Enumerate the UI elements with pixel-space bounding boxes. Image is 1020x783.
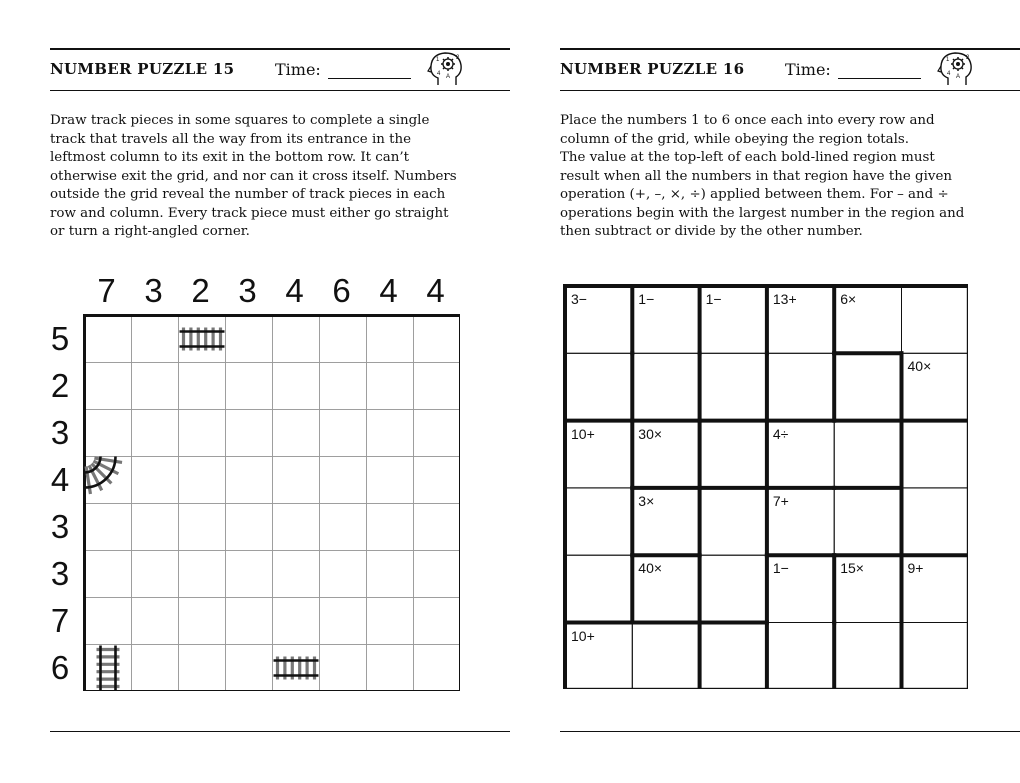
grid-cell[interactable] [273, 598, 320, 645]
cage-clue: 40× [907, 358, 932, 375]
grid-cell[interactable] [132, 363, 179, 410]
grid-cell[interactable] [414, 363, 461, 410]
column-clue: 4 [426, 272, 445, 309]
grid-cell[interactable] [767, 353, 834, 420]
grid-cell[interactable] [834, 488, 901, 555]
row-clue: 5 [50, 320, 70, 357]
grid-cell[interactable] [367, 457, 414, 504]
svg-text:1: 1 [946, 57, 950, 63]
svg-text:2: 2 [966, 55, 970, 61]
calcudoku-grid[interactable] [562, 283, 968, 689]
grid-cell[interactable] [320, 598, 367, 645]
grid-cell[interactable] [902, 623, 969, 690]
grid-cell[interactable] [132, 504, 179, 551]
cage-clue: 30× [638, 425, 663, 442]
grid-cell[interactable] [85, 316, 132, 363]
instruction-line: then subtract or divide by the other number. [560, 224, 863, 239]
grid-cell[interactable] [414, 551, 461, 598]
grid-cell[interactable] [367, 316, 414, 363]
grid-cell[interactable] [367, 598, 414, 645]
instruction-line: The value at the top-left of each bold-lined region must [560, 150, 935, 165]
grid-cell[interactable] [226, 316, 273, 363]
grid-cell[interactable] [565, 353, 632, 420]
grid-cell[interactable] [320, 504, 367, 551]
cage-clue: 6× [840, 291, 857, 307]
grid-cell[interactable] [85, 598, 132, 645]
grid-cell[interactable] [226, 551, 273, 598]
grid-cell[interactable] [414, 598, 461, 645]
right-page [560, 0, 1020, 783]
cage-clue: 7+ [772, 492, 789, 509]
footer-rule [50, 731, 510, 732]
grid-cell[interactable] [320, 363, 367, 410]
grid-cell[interactable] [414, 457, 461, 504]
cage-clue: 3− [571, 291, 587, 307]
left-page [50, 0, 510, 783]
grid-cell[interactable] [132, 316, 179, 363]
grid-cell[interactable] [565, 488, 632, 555]
grid-cell[interactable] [273, 363, 320, 410]
cage-clue: 10+ [571, 425, 595, 442]
grid-cell[interactable] [226, 645, 273, 692]
cage-clue: 1− [638, 291, 655, 307]
instruction-line: track that travels all the way from its entrance in the [50, 131, 412, 147]
cage-clue: 9+ [907, 560, 924, 577]
svg-text:A: A [956, 74, 961, 80]
column-clue: 3 [238, 272, 257, 309]
svg-text:1: 1 [436, 57, 440, 63]
cage-clue: 15× [840, 560, 864, 577]
grid-cell[interactable] [179, 457, 226, 504]
grid-cell[interactable] [273, 645, 320, 692]
instruction-line: otherwise exit the grid, and nor can it cross itself. Numbers [50, 168, 457, 184]
grid-cell[interactable] [226, 410, 273, 457]
grid-cell[interactable] [132, 598, 179, 645]
instruction-line: row and column. Every track piece must either go straight [50, 205, 449, 221]
column-clue: 7 [97, 272, 116, 309]
grid-cell[interactable] [226, 598, 273, 645]
row-clue: 7 [50, 602, 70, 639]
grid-cell[interactable] [85, 645, 132, 692]
grid-cell[interactable] [367, 363, 414, 410]
instruction-line: leftmost column to its exit in the bottom row. It can’t [50, 150, 410, 165]
puzzle-title: NUMBER PUZZLE 16 [560, 60, 745, 78]
time-entry-line[interactable] [838, 78, 921, 79]
track-piece-icon [85, 457, 123, 495]
svg-text:4: 4 [947, 71, 951, 77]
track-puzzle-grid[interactable] [83, 314, 460, 691]
grid-cell[interactable] [367, 645, 414, 692]
grid-cell[interactable] [273, 410, 320, 457]
puzzle-instructions [50, 112, 470, 242]
time-entry-line[interactable] [328, 78, 411, 79]
svg-text:4: 4 [437, 71, 441, 77]
grid-cell[interactable] [902, 286, 969, 353]
instruction-line: Place the numbers 1 to 6 once each into every row and [560, 113, 935, 128]
grid-cell[interactable] [85, 551, 132, 598]
grid-cell[interactable] [414, 410, 461, 457]
row-clue: 2 [50, 367, 70, 404]
grid-cell[interactable] [320, 645, 367, 692]
grid-cell[interactable] [367, 410, 414, 457]
cage-clue: 40× [638, 560, 663, 577]
grid-cell[interactable] [414, 504, 461, 551]
grid-cell[interactable] [179, 551, 226, 598]
grid-cell[interactable] [226, 504, 273, 551]
instruction-line: or turn a right-angled corner. [50, 224, 250, 239]
grid-cell[interactable] [320, 410, 367, 457]
instruction-line: outside the grid reveal the number of track pieces in each [50, 187, 446, 202]
track-piece-icon [274, 657, 319, 680]
cage-clue: 1− [772, 560, 789, 577]
grid-cell[interactable] [320, 551, 367, 598]
grid-cell[interactable] [902, 421, 969, 488]
row-clue: 4 [50, 461, 70, 498]
grid-cell[interactable] [226, 363, 273, 410]
grid-cell[interactable] [132, 645, 179, 692]
instruction-line: operations begin with the largest number in the region and [560, 205, 965, 221]
grid-cell[interactable] [834, 421, 901, 488]
track-piece-icon [180, 328, 225, 351]
grid-cell[interactable] [179, 645, 226, 692]
grid-cell[interactable] [565, 555, 632, 622]
cage-clue: 1− [705, 291, 722, 307]
column-clue: 4 [285, 272, 304, 309]
grid-cell[interactable] [179, 504, 226, 551]
grid-cell[interactable] [132, 410, 179, 457]
grid-cell[interactable] [273, 316, 320, 363]
track-piece-icon [97, 646, 120, 691]
instruction-line: column of the grid, while obeying the region totals. [560, 131, 910, 147]
row-clue: 3 [50, 414, 70, 451]
time-label: Time: [275, 60, 321, 79]
cage-clue: 4÷ [772, 425, 789, 442]
grid-cell[interactable] [320, 457, 367, 504]
grid-cell[interactable] [85, 363, 132, 410]
grid-cell[interactable] [85, 504, 132, 551]
grid-cell[interactable] [179, 363, 226, 410]
puzzle-title: NUMBER PUZZLE 15 [50, 60, 235, 78]
head-gears-icon [426, 49, 466, 89]
cage-clue: 3× [638, 492, 655, 509]
grid-cell[interactable] [632, 353, 699, 420]
grid-cell[interactable] [414, 645, 461, 692]
grid-cell[interactable] [700, 488, 767, 555]
column-clue: 3 [144, 272, 163, 309]
grid-cell[interactable] [273, 457, 320, 504]
svg-text:2: 2 [456, 55, 460, 61]
grid-cell[interactable] [767, 623, 834, 690]
puzzle-instructions [560, 112, 980, 242]
grid-cell[interactable] [179, 410, 226, 457]
cage-clue: 13+ [772, 291, 797, 307]
grid-cell[interactable] [700, 623, 767, 690]
grid-cell[interactable] [414, 316, 461, 363]
grid-cell[interactable] [273, 551, 320, 598]
footer-rule [560, 731, 1020, 732]
time-label: Time: [785, 60, 831, 79]
grid-cell[interactable] [700, 421, 767, 488]
grid-cell[interactable] [226, 457, 273, 504]
instruction-line: result when all the numbers in that region have the given [560, 168, 953, 184]
cage-clue: 10+ [571, 627, 595, 644]
grid-cell[interactable] [367, 551, 414, 598]
grid-cell[interactable] [132, 457, 179, 504]
instruction-line: operation (+, –, ×, ÷) applied between them. For – and ÷ [560, 187, 949, 202]
row-clue: 3 [50, 555, 70, 592]
header-bottom-rule [50, 90, 510, 91]
grid-cell[interactable] [632, 623, 699, 690]
column-clue: 4 [379, 272, 398, 309]
instruction-line: Draw track pieces in some squares to complete a single [50, 113, 430, 128]
row-clue: 3 [50, 508, 70, 545]
grid-cell[interactable] [273, 504, 320, 551]
svg-text:A: A [446, 74, 451, 80]
grid-cell[interactable] [132, 551, 179, 598]
calcudoku-grid-wrap [562, 283, 968, 693]
head-gears-icon [936, 49, 976, 89]
row-clue: 6 [50, 649, 70, 686]
grid-cell[interactable] [700, 555, 767, 622]
grid-cell[interactable] [367, 504, 414, 551]
header-bottom-rule [560, 90, 1020, 91]
grid-cell[interactable] [700, 353, 767, 420]
grid-cell[interactable] [902, 488, 969, 555]
grid-cell[interactable] [85, 410, 132, 457]
grid-cell[interactable] [320, 316, 367, 363]
grid-cell[interactable] [179, 598, 226, 645]
column-clue: 2 [191, 272, 210, 309]
grid-cell[interactable] [834, 353, 901, 420]
grid-cell[interactable] [834, 623, 901, 690]
grid-cell[interactable] [179, 316, 226, 363]
column-clue: 6 [332, 272, 351, 309]
